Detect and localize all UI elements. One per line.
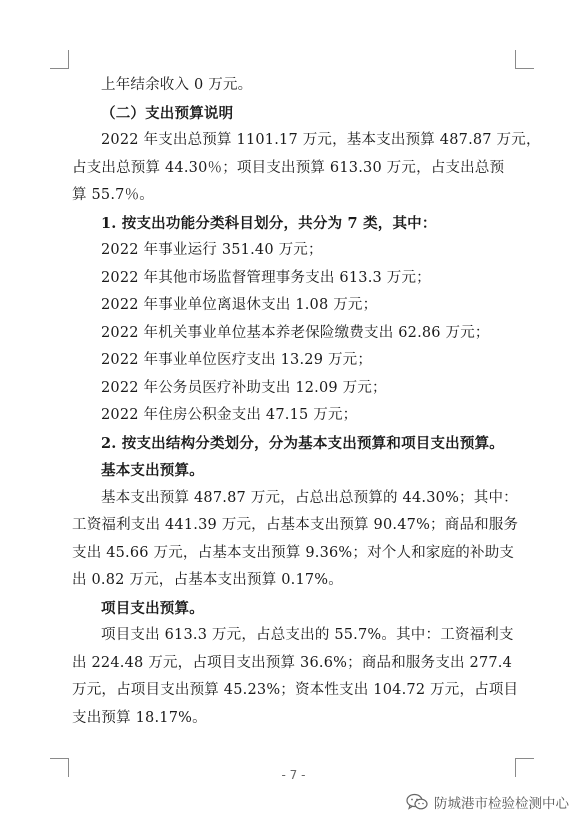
watermark-text: 防城港市检验检测中心: [434, 796, 569, 812]
body-text-line: 支出 45.66 万元，占基本支出预算 9.36%；对个人和家庭的补助支: [72, 544, 515, 561]
body-text-line: 2022 年其他市场监督管理事务支出 613.3 万元；: [101, 269, 431, 286]
body-text-line: 项目支出 613.3 万元，占总支出的 55.7%。其中：工资福利支: [101, 627, 514, 643]
body-text-line: 2022 年公务员医疗补助支出 12.09 万元；: [101, 379, 387, 396]
wechat-icon: [406, 793, 428, 811]
body-text-line: 2022 年机关事业单位基本养老保险缴费支出 62.86 万元；: [101, 324, 490, 341]
body-text-line: 万元，占项目支出预算 45.23%；资本性支出 104.72 万元，占项目: [72, 682, 519, 698]
body-text-line: 占支出总预算 44.30％；项目支出预算 613.30 万元，占支出总预: [72, 159, 505, 176]
crop-mark-top-left: [50, 50, 69, 69]
body-text-line: 2022 年支出总预算 1101.17 万元，基本支出预算 487.87 万元，: [101, 132, 541, 148]
body-text-line: 工资福利支出 441.39 万元，占基本支出预算 90.47%；商品和服务: [72, 517, 519, 533]
section-heading-line: 1. 按支出功能分类科目划分，共分为 7 类，其中：: [101, 214, 437, 232]
section-heading-line: 基本支出预算。: [101, 462, 204, 479]
crop-mark-top-right: [515, 50, 534, 69]
document-body: [72, 72, 541, 732]
body-text-line: 出 224.48 万元，占项目支出预算 36.6%；商品和服务支出 277.4: [72, 654, 513, 671]
body-text-line: 2022 年事业单位医疗支出 13.29 万元；: [101, 352, 373, 368]
section-heading-line: （二）支出预算说明: [101, 104, 234, 122]
section-heading-line: 项目支出预算。: [101, 599, 204, 617]
body-text-line: 2022 年事业运行 351.40 万元；: [101, 242, 323, 258]
body-text-line: 基本支出预算 487.87 万元，占总出总预算的 44.30%；其中：: [101, 489, 518, 506]
wechat-watermark: [406, 790, 569, 814]
body-text-line: 上年结余收入 0 万元。: [101, 77, 253, 93]
body-text-line: 2022 年事业单位离退休支出 1.08 万元；: [101, 297, 378, 313]
body-text-line: 2022 年住房公积金支出 47.15 万元；: [101, 407, 358, 423]
body-text-line: 出 0.82 万元，占基本支出预算 0.17%。: [72, 572, 343, 588]
section-heading-line: 2. 按支出结构分类划分，分为基本支出预算和项目支出预算。: [101, 434, 504, 452]
body-text-line: 支出预算 18.17%。: [72, 709, 207, 726]
body-text-line: 算 55.7％。: [72, 187, 154, 203]
page-number: - 7 -: [281, 768, 306, 782]
